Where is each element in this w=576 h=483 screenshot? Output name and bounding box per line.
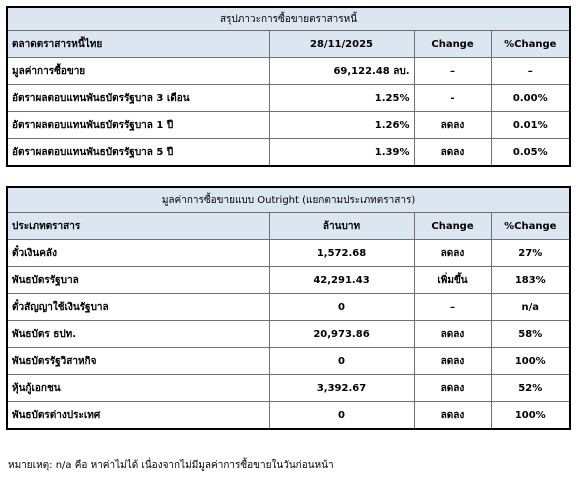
outright-table — [6, 186, 571, 430]
table-row — [7, 85, 570, 112]
row-change: ลดลง — [414, 348, 491, 375]
row-pct: 0.00% — [491, 85, 570, 112]
row-label: พันธบัตรต่างประเทศ — [7, 402, 269, 430]
header-market: ตลาดตราสารหนี้ไทย — [7, 31, 269, 58]
summary-header-row — [7, 31, 570, 58]
header-change: Change — [414, 213, 491, 240]
row-change: ลดลง — [414, 375, 491, 402]
row-value: 42,291.43 — [269, 267, 414, 294]
table-row — [7, 58, 570, 85]
header-change: Change — [414, 31, 491, 58]
row-change: ลดลง — [414, 240, 491, 267]
header-million-baht: ล้านบาท — [269, 213, 414, 240]
table-row — [7, 375, 570, 402]
row-value: 1.39% — [269, 139, 414, 167]
row-value: 3,392.67 — [269, 375, 414, 402]
row-change: ลดลง — [414, 321, 491, 348]
outright-title: มูลค่าการซื้อขายแบบ Outright (แยกตามประเภทตราสาร) — [7, 187, 570, 213]
row-value: 1.25% — [269, 85, 414, 112]
summary-table — [6, 6, 571, 167]
row-pct: 183% — [491, 267, 570, 294]
row-change: ลดลง — [414, 112, 491, 139]
row-pct: 100% — [491, 402, 570, 430]
row-change: - — [414, 85, 491, 112]
row-pct: – — [491, 58, 570, 85]
row-label: หุ้นกู้เอกชน — [7, 375, 269, 402]
table-row — [7, 321, 570, 348]
row-pct: n/a — [491, 294, 570, 321]
table-row — [7, 139, 570, 167]
row-value: 0 — [269, 348, 414, 375]
row-label: พันธบัตรรัฐบาล — [7, 267, 269, 294]
row-value: 20,973.86 — [269, 321, 414, 348]
row-change: เพิ่มขึ้น — [414, 267, 491, 294]
row-label: ตั๋วเงินคลัง — [7, 240, 269, 267]
row-label: พันธบัตร ธปท. — [7, 321, 269, 348]
row-value: 69,122.48 ลบ. — [269, 58, 414, 85]
table-row — [7, 402, 570, 430]
row-label: พันธบัตรรัฐวิสาหกิจ — [7, 348, 269, 375]
row-pct: 58% — [491, 321, 570, 348]
row-change: ลดลง — [414, 402, 491, 430]
row-label: มูลค่าการซื้อขาย — [7, 58, 269, 85]
header-pct-change: %Change — [491, 31, 570, 58]
header-pct-change: %Change — [491, 213, 570, 240]
row-change: – — [414, 294, 491, 321]
table-row — [7, 294, 570, 321]
footnote: หมายเหตุ: n/a คือ หาค่าไม่ได้ เนื่องจากไม่มีมูลค่าการซื้อขายในวันก่อนหน้า — [8, 460, 334, 471]
table-row — [7, 240, 570, 267]
header-date: 28/11/2025 — [269, 31, 414, 58]
row-pct: 0.01% — [491, 112, 570, 139]
row-pct: 27% — [491, 240, 570, 267]
summary-title: สรุปภาวะการซื้อขายตราสารหนี้ — [7, 7, 570, 31]
row-label: อัตราผลตอบแทนพันธบัตรรัฐบาล 1 ปี — [7, 112, 269, 139]
outright-header-row — [7, 213, 570, 240]
row-pct: 52% — [491, 375, 570, 402]
row-value: 1.26% — [269, 112, 414, 139]
row-value: 0 — [269, 294, 414, 321]
row-label: อัตราผลตอบแทนพันธบัตรรัฐบาล 5 ปี — [7, 139, 269, 167]
row-label: ตั๋วสัญญาใช้เงินรัฐบาล — [7, 294, 269, 321]
row-value: 0 — [269, 402, 414, 430]
row-label: อัตราผลตอบแทนพันธบัตรรัฐบาล 3 เดือน — [7, 85, 269, 112]
row-value: 1,572.68 — [269, 240, 414, 267]
row-change: – — [414, 58, 491, 85]
row-pct: 0.05% — [491, 139, 570, 167]
table-row — [7, 267, 570, 294]
table-row — [7, 348, 570, 375]
table-row — [7, 112, 570, 139]
header-instrument-type: ประเภทตราสาร — [7, 213, 269, 240]
row-pct: 100% — [491, 348, 570, 375]
row-change: ลดลง — [414, 139, 491, 167]
